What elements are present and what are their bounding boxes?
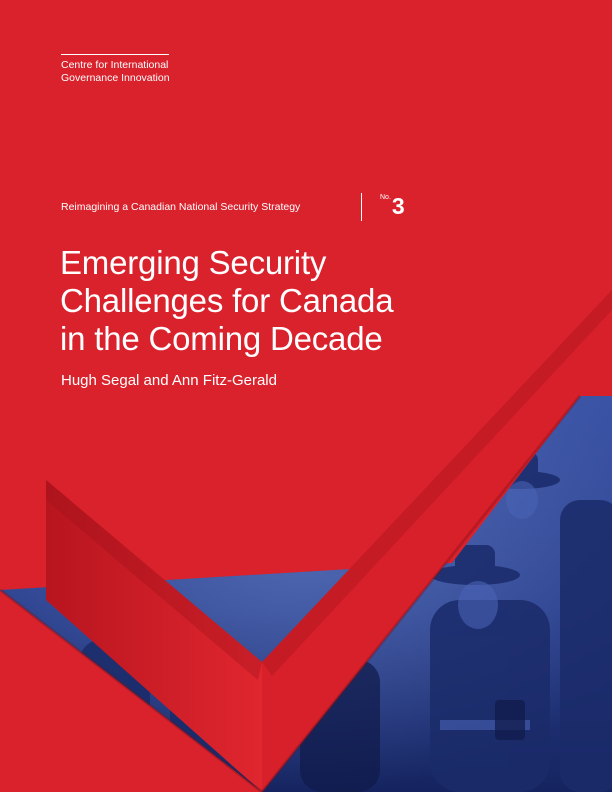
organization-name-line-2: Governance Innovation (61, 71, 170, 84)
series-divider (361, 193, 362, 221)
report-title (60, 244, 460, 358)
report-title-line-2: Challenges for Canada (60, 282, 394, 319)
organization-name-line-1: Centre for International (61, 59, 169, 71)
series-number-value: 3 (391, 193, 405, 219)
organization-name (61, 59, 261, 84)
report-title-line-1: Emerging Security (60, 244, 327, 281)
series-number (380, 193, 405, 219)
report-title-line-3: in the Coming Decade (60, 320, 383, 357)
series-number-label: No. (380, 194, 391, 201)
organization-rule (61, 54, 169, 55)
series-title: Reimagining a Canadian National Security Strategy (61, 201, 301, 213)
report-authors: Hugh Segal and Ann Fitz-Gerald (61, 372, 277, 389)
